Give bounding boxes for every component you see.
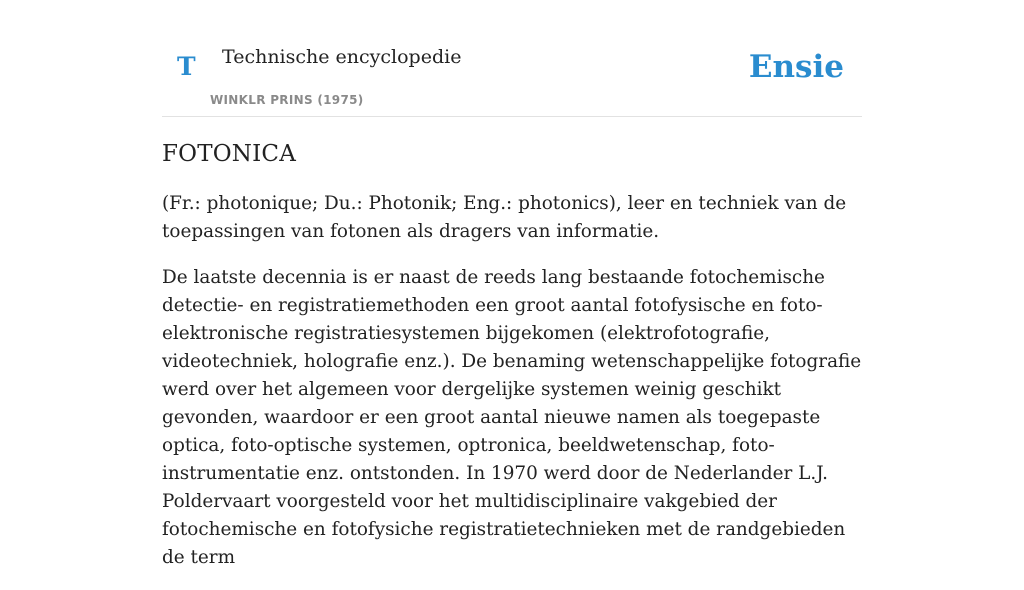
source-subtitle: WINKLR PRINS (1975)	[210, 93, 364, 107]
article-paragraph-definition: (Fr.: photonique; Du.: Photonik; Eng.: photonics), leer en techniek van de toepassingen van fotonen als dragers van informatie.	[162, 193, 847, 242]
article	[162, 138, 862, 590]
source-logo[interactable]: T	[177, 52, 196, 81]
source-title[interactable]: Technische encyclopedie	[222, 46, 462, 68]
header	[162, 0, 862, 117]
brand-logo[interactable]: Ensie	[748, 49, 844, 85]
article-paragraph-body: De laatste decennia is er naast de reeds lang bestaande fotochemische detectie- en registratiemethoden een groot aantal fotofysische en foto-elektronische registratiesystemen bijgekomen (elektrofotografie, videotechniek, holografie enz.). De benaming wetenschappelijke fotografie werd over het algemeen voor dergelijke systemen weinig geschikt gevonden, waardoor er een groot aantal nieuwe namen als toegepaste optica, foto-optische systemen, optronica, beeldwetenschap, foto-instrumentatie enz. ontstonden. In 1970 werd door de Nederlander L.J. Poldervaart voorgesteld voor het multidisciplinaire vakgebied der fotochemische en fotofysiche registratietechnieken met de randgebieden de term	[162, 267, 862, 568]
article-title: FOTONICA	[162, 141, 297, 167]
